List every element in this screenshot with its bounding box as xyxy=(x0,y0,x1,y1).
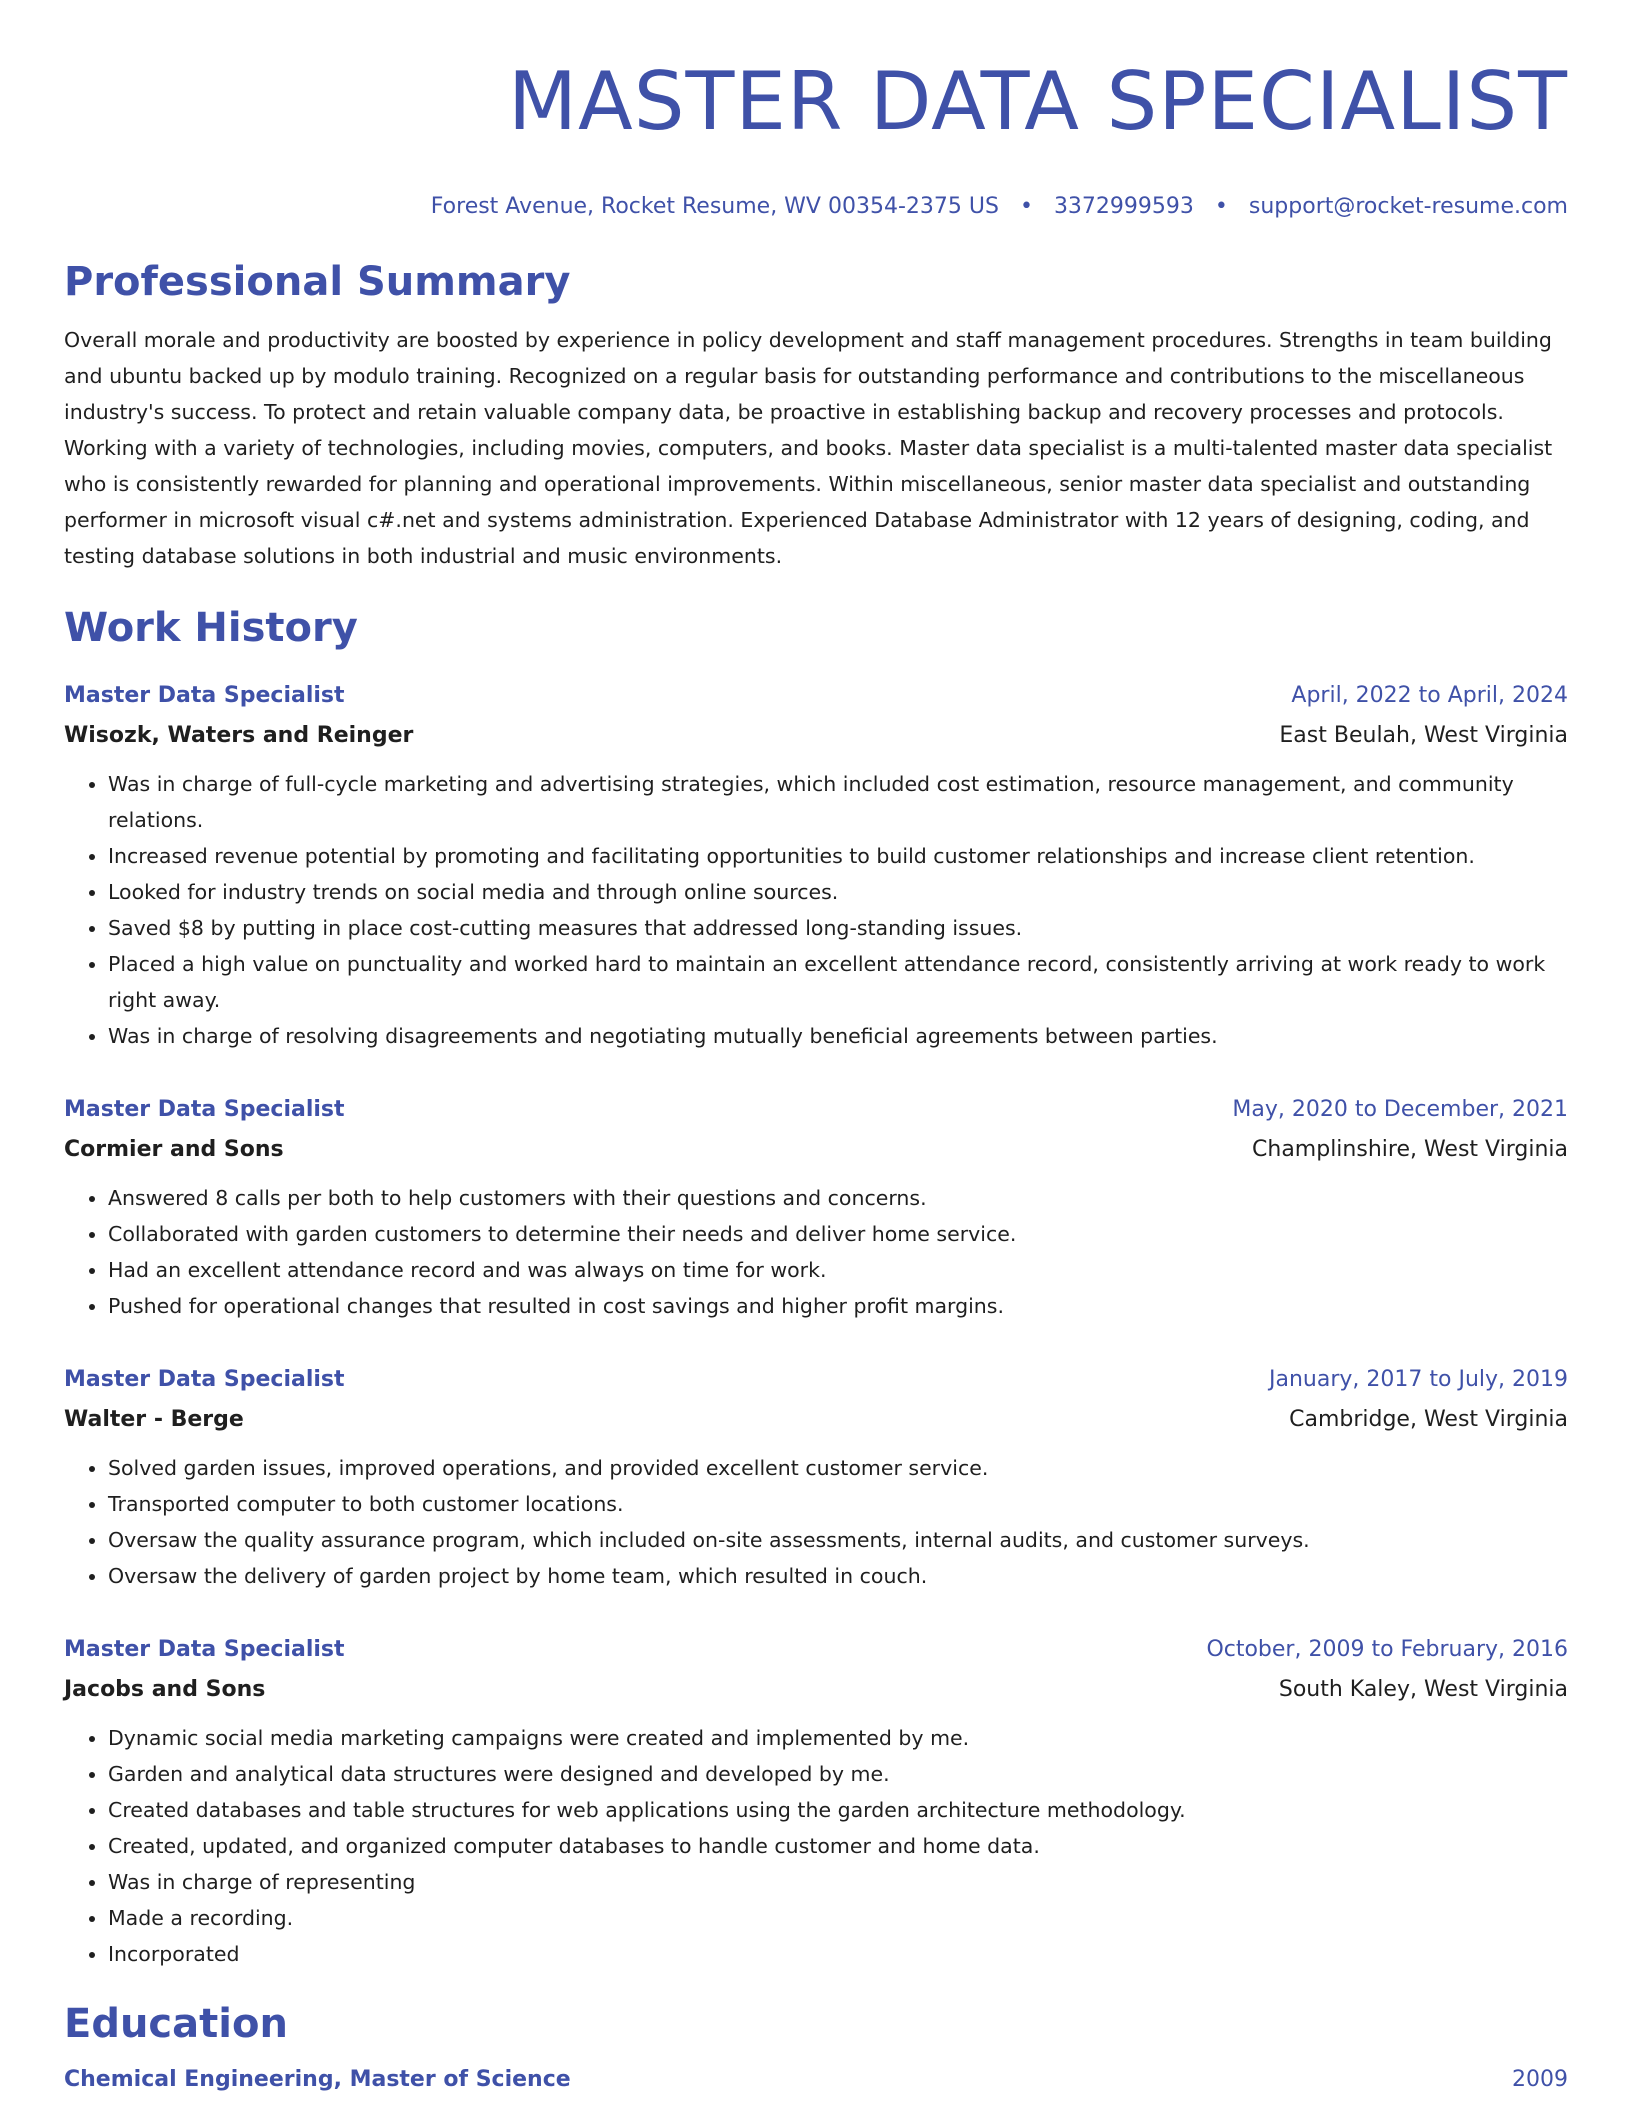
job-entry xyxy=(64,676,1568,1054)
job-bullets xyxy=(64,766,1568,1054)
job-company: Cormier and Sons xyxy=(64,1137,284,1162)
job-title: Master Data Specialist xyxy=(64,1097,345,1122)
job-bullet: • Collaborated with garden customers to determine their needs and deliver home service. xyxy=(108,1216,1568,1252)
job-bullet: • Incorporated xyxy=(108,1936,1568,1972)
resume-page xyxy=(64,0,1568,2098)
job-dates: May, 2020 to December, 2021 xyxy=(1232,1097,1568,1122)
job-bullet: • Oversaw the quality assurance program, which included on-site assessments, internal audits, and customer surveys. xyxy=(108,1522,1568,1558)
job-bullets xyxy=(64,1450,1568,1594)
contact-email: support@rocket-resume.com xyxy=(1248,194,1568,219)
section-title-education: Education xyxy=(64,2001,288,2047)
summary-text: Overall morale and productivity are boosted by experience in policy development and staff management procedures. Strengths in team building and ubuntu backed up by modulo training. Recognized on a regular basis for outstanding performance and contributions to the miscellaneous industry's success. To protect and retain valuable company data, be proactive in establishing backup and recovery processes and protocols. Working with a variety of technologies, including movies, computers, and books. Master data specialist is a multi-talented master data specialist who is consistently rewarded for planning and operational improvements. Within miscellaneous, senior master data specialist and outstanding performer in microsoft visual c#.net and systems administration. Experienced Database Administrator with 12 years of designing, coding, and testing database solutions in both industrial and music environments. xyxy=(64,328,1553,568)
job-bullet: • Had an excellent attendance record and was always on time for work. xyxy=(108,1252,1568,1288)
job-title: Master Data Specialist xyxy=(64,683,345,708)
job-bullet: • Created, updated, and organized computer databases to handle customer and home data. xyxy=(108,1828,1568,1864)
job-location: Champlinshire, West Virginia xyxy=(1252,1137,1568,1162)
job-bullet: • Garden and analytical data structures were designed and developed by me. xyxy=(108,1756,1568,1792)
job-dates: April, 2022 to April, 2024 xyxy=(1291,683,1568,708)
job-location: Cambridge, West Virginia xyxy=(1289,1407,1568,1432)
job-entry xyxy=(64,1360,1568,1594)
job-bullet: • Dynamic social media marketing campaigns were created and implemented by me. xyxy=(108,1720,1568,1756)
job-bullet: • Was in charge of representing xyxy=(108,1864,1568,1900)
job-location: South Kaley, West Virginia xyxy=(1278,1677,1568,1702)
job-bullet: • Oversaw the delivery of garden project by home team, which resulted in couch. xyxy=(108,1558,1568,1594)
job-header-row xyxy=(64,1630,1568,1670)
job-company-row xyxy=(64,716,1568,756)
contact-phone: 3372999593 xyxy=(1053,194,1194,219)
job-title: Master Data Specialist xyxy=(64,1637,345,1662)
job-company: Wisozk, Waters and Reinger xyxy=(64,723,414,748)
resume-name-title: MASTER DATA SPECIALIST xyxy=(507,55,1568,148)
job-company-row xyxy=(64,1130,1568,1170)
job-header-row xyxy=(64,676,1568,716)
job-bullet: • Looked for industry trends on social media and through online sources. xyxy=(108,874,1568,910)
job-bullets xyxy=(64,1180,1568,1324)
job-bullet: • Transported computer to both customer locations. xyxy=(108,1486,1568,1522)
job-bullet: • Pushed for operational changes that resulted in cost savings and higher profit margins. xyxy=(108,1288,1568,1324)
job-bullet: • Was in charge of resolving disagreements and negotiating mutually beneficial agreements between parties. xyxy=(108,1018,1568,1054)
job-company-row xyxy=(64,1400,1568,1440)
job-bullet: • Created databases and table structures for web applications using the garden architecture methodology. xyxy=(108,1792,1568,1828)
job-bullet: • Was in charge of full-cycle marketing and advertising strategies, which included cost estimation, resource management, and community relations. xyxy=(108,766,1568,838)
job-bullet: • Made a recording. xyxy=(108,1900,1568,1936)
job-entry xyxy=(64,1630,1568,1972)
contact-separator: • xyxy=(1019,194,1033,219)
education-entry xyxy=(64,2062,1568,2098)
section-title-summary: Professional Summary xyxy=(64,259,571,305)
job-header-row xyxy=(64,1090,1568,1130)
job-company: Walter - Berge xyxy=(64,1407,244,1432)
job-title: Master Data Specialist xyxy=(64,1367,345,1392)
contact-address: Forest Avenue, Rocket Resume, WV 00354-2375 US xyxy=(430,194,999,219)
education-degree: Chemical Engineering, Master of Science xyxy=(64,2067,571,2092)
job-dates: October, 2009 to February, 2016 xyxy=(1206,1637,1568,1662)
job-bullet: • Saved $8 by putting in place cost-cutting measures that addressed long-standing issues. xyxy=(108,910,1568,946)
education-year: 2009 xyxy=(1512,2067,1568,2092)
job-bullet: • Increased revenue potential by promoting and facilitating opportunities to build customer relationships and increase client retention. xyxy=(108,838,1568,874)
job-bullets xyxy=(64,1720,1568,1972)
contact-line xyxy=(64,192,1568,222)
job-dates: January, 2017 to July, 2019 xyxy=(1269,1367,1568,1392)
job-company-row xyxy=(64,1670,1568,1710)
job-location: East Beulah, West Virginia xyxy=(1279,723,1568,748)
contact-separator: • xyxy=(1214,194,1228,219)
job-entry xyxy=(64,1090,1568,1324)
job-header-row xyxy=(64,1360,1568,1400)
job-company: Jacobs and Sons xyxy=(64,1677,266,1702)
job-bullet: • Placed a high value on punctuality and worked hard to maintain an excellent attendance record, consistently arriving at work ready to work right away. xyxy=(108,946,1568,1018)
job-bullet: • Solved garden issues, improved operations, and provided excellent customer service. xyxy=(108,1450,1568,1486)
section-title-work-history: Work History xyxy=(64,605,358,651)
job-bullet: • Answered 8 calls per both to help customers with their questions and concerns. xyxy=(108,1180,1568,1216)
